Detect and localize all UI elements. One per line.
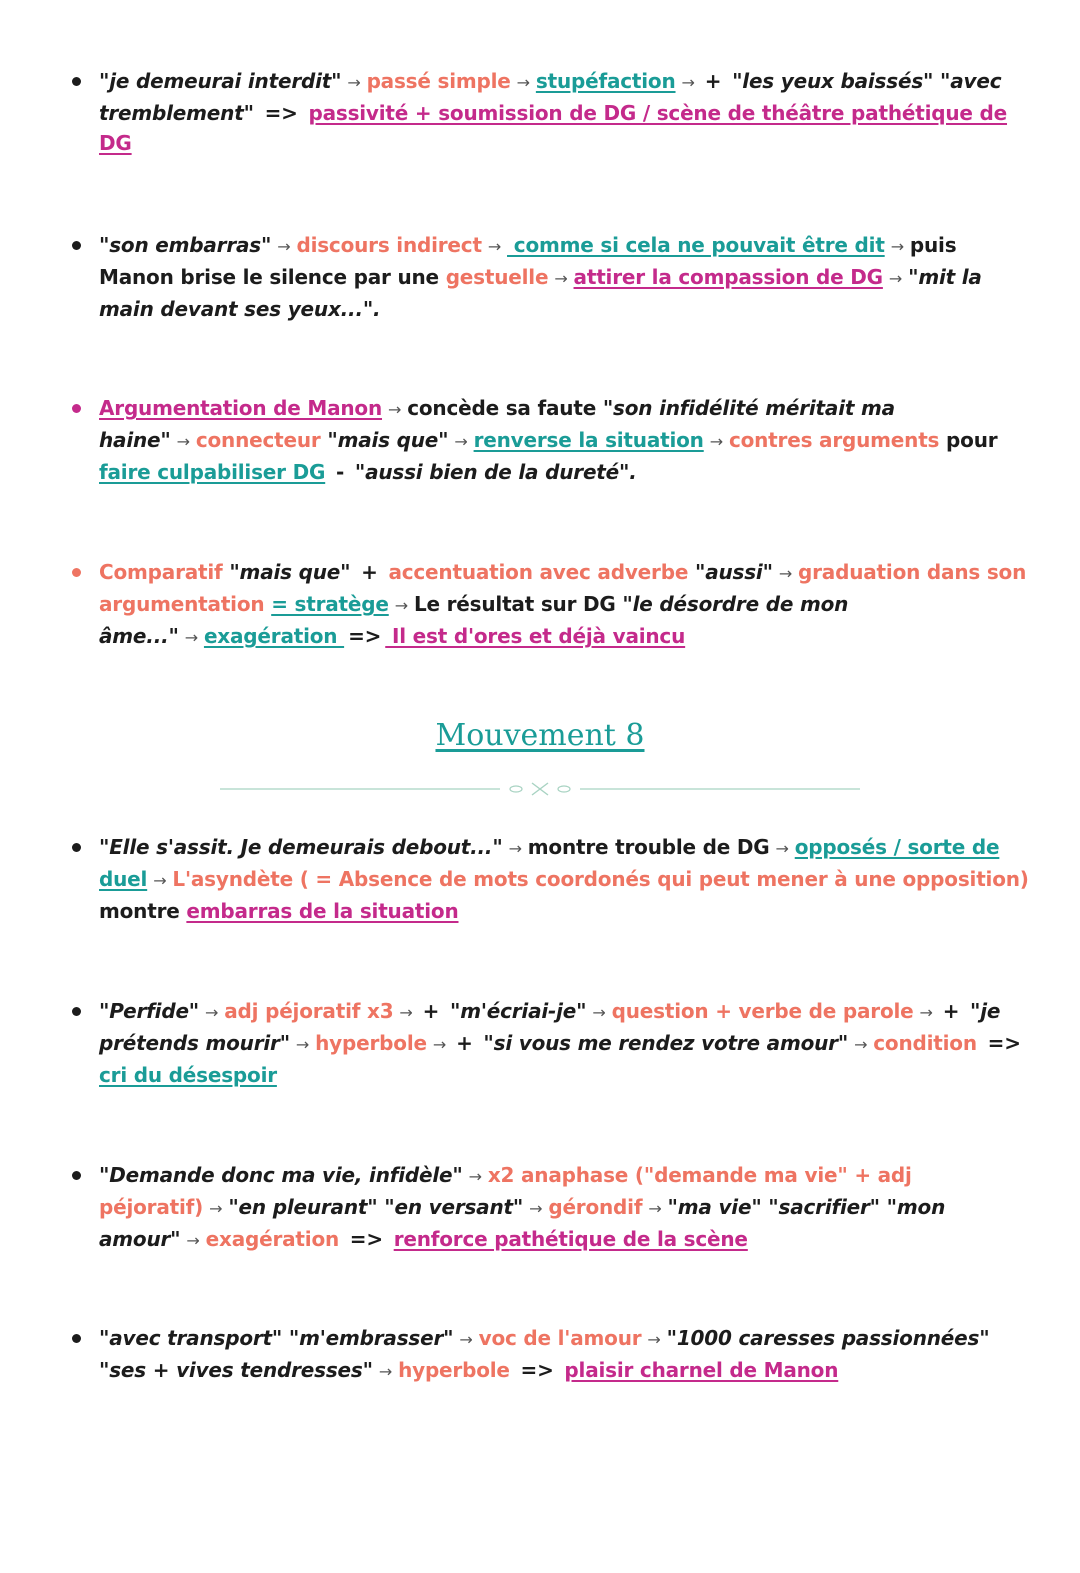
implies-sign: =>	[987, 1031, 1021, 1055]
conclusion: Argumentation de Manon	[99, 396, 383, 420]
arrow-icon: →	[388, 400, 402, 419]
bullet-dot	[72, 404, 81, 413]
note-bullet-4	[72, 557, 1032, 653]
arrow-icon: →	[516, 73, 530, 92]
term: discours indirect	[296, 233, 482, 257]
ornament-divider-icon	[220, 781, 860, 797]
bullet-dot	[72, 77, 81, 86]
arrow-icon: →	[176, 432, 190, 451]
interpretation: comme si cela ne pouvait être dit	[507, 233, 885, 257]
plus-sign: +	[361, 560, 378, 584]
note-text: pour	[946, 428, 998, 452]
quote: "aussi"	[694, 560, 773, 584]
interpretation: opposés / sorte de duel	[99, 835, 1000, 891]
term: x2 anaphase ("demande ma vie" + adj péjoratif)	[99, 1163, 912, 1219]
arrow-icon: →	[454, 432, 468, 451]
quote: "Elle s'assit. Je demeurais debout..."	[99, 835, 503, 859]
quote: "mais que"	[327, 428, 449, 452]
term: hyperbole	[398, 1358, 510, 1382]
term: gestuelle	[445, 265, 549, 289]
arrow-icon: →	[487, 237, 502, 256]
term: contres arguments	[728, 428, 940, 452]
interpretation: cri du désespoir	[99, 1063, 277, 1087]
arrow-icon: →	[681, 73, 695, 92]
bullet-dot	[72, 1171, 81, 1180]
plus-sign: +	[942, 999, 960, 1023]
term: accentuation avec adverbe	[388, 560, 689, 584]
term: exagération	[205, 1227, 340, 1251]
arrow-icon: →	[153, 871, 167, 890]
term: connecteur	[195, 428, 321, 452]
arrow-icon: →	[592, 1003, 606, 1022]
arrow-icon: →	[775, 839, 789, 858]
note-bullet-2	[72, 230, 1032, 324]
arrow-icon: →	[529, 1199, 543, 1218]
note-bullet-6	[72, 996, 1032, 1090]
arrow-icon: →	[468, 1167, 482, 1186]
note-bullet-8	[72, 1323, 1032, 1387]
interpretation: renverse la situation	[473, 428, 704, 452]
arrow-icon: →	[647, 1330, 661, 1349]
arrow-icon: →	[186, 1231, 200, 1250]
arrow-icon: →	[888, 269, 903, 288]
note-text: puis Manon brise le silence par une	[99, 233, 957, 289]
arrow-icon: →	[648, 1199, 662, 1218]
quote: "si vous me rendez votre amour"	[483, 1031, 849, 1055]
quote: "son embarras"	[99, 233, 272, 257]
note-text: montre	[99, 899, 180, 923]
conclusion: embarras de la situation	[186, 899, 459, 923]
quote: "1000 caresses passionnées" "ses + vives tendresses"	[99, 1326, 990, 1382]
arrow-icon: →	[205, 1003, 219, 1022]
quote: "aussi bien de la dureté".	[354, 460, 637, 484]
quote: "mais que"	[229, 560, 351, 584]
quote: "mit la main devant ses yeux...".	[99, 265, 982, 321]
quote: "m'écriai-je"	[449, 999, 587, 1023]
bullet-dot	[72, 568, 81, 577]
note-text: Le résultat sur DG	[413, 592, 616, 616]
bullet-dot	[72, 1334, 81, 1343]
arrow-icon: →	[709, 432, 723, 451]
quote: "ma vie" "sacrifier" "mon amour"	[99, 1195, 946, 1251]
note-bullet-7	[72, 1160, 1032, 1256]
quote: "son infidélité méritait ma haine"	[99, 396, 895, 452]
arrow-icon: →	[295, 1035, 310, 1054]
implies-sign: =>	[348, 624, 382, 648]
quote: "en pleurant" "en versant"	[228, 1195, 524, 1219]
plus-sign: +	[422, 999, 440, 1023]
arrow-icon: →	[890, 237, 904, 256]
term: adj péjoratif x3	[224, 999, 394, 1023]
arrow-icon: →	[432, 1035, 447, 1054]
arrow-icon: →	[277, 237, 291, 256]
arrow-icon: →	[554, 269, 568, 288]
conclusion: renforce pathétique de la scène	[393, 1227, 748, 1251]
section-title: Mouvement 8	[435, 718, 645, 753]
arrow-icon: →	[184, 628, 198, 647]
arrow-icon: →	[394, 596, 408, 615]
term: passé simple	[366, 69, 511, 93]
quote: "le désordre de mon âme..."	[99, 592, 849, 648]
term: condition	[873, 1031, 977, 1055]
term: Comparatif	[99, 560, 223, 584]
interpretation: stupéfaction	[535, 69, 676, 93]
note-text: montre trouble de DG	[527, 835, 770, 859]
conclusion: Il est d'ores et déjà vaincu	[385, 624, 686, 648]
bullet-dot	[72, 843, 81, 852]
term: question + verbe de parole	[611, 999, 914, 1023]
arrow-icon: →	[459, 1330, 473, 1349]
interpretation: = stratège	[271, 592, 389, 616]
quote: "je demeurai interdit"	[99, 69, 342, 93]
bullet-dot	[72, 241, 81, 250]
quote: "Demande donc ma vie, infidèle"	[99, 1163, 463, 1187]
arrow-icon: →	[347, 73, 361, 92]
interpretation: faire culpabiliser DG	[99, 460, 326, 484]
plus-sign: +	[704, 69, 722, 93]
note-bullet-5	[72, 832, 1032, 926]
note-bullet-1	[72, 66, 1032, 158]
interpretation: exagération	[203, 624, 345, 648]
arrow-icon: →	[919, 1003, 933, 1022]
conclusion: passivité + soumission de DG / scène de théâtre pathétique de DG	[99, 101, 1008, 155]
quote: "Perfide"	[99, 999, 200, 1023]
term: graduation dans son argumentation	[99, 560, 1027, 616]
arrow-icon: →	[378, 1362, 393, 1381]
quote: "les yeux baissés" "avec tremblement"	[99, 69, 1002, 125]
arrow-icon: →	[854, 1035, 868, 1054]
implies-sign: =>	[349, 1227, 383, 1251]
note-text: concède sa faute	[407, 396, 597, 420]
arrow-icon: →	[508, 839, 522, 858]
conclusion: plaisir charnel de Manon	[564, 1358, 839, 1382]
bullet-dot	[72, 1007, 81, 1016]
term: hyperbole	[315, 1031, 427, 1055]
term: voc de l'amour	[478, 1326, 642, 1350]
arrow-icon: →	[778, 564, 793, 583]
dash: -	[335, 460, 345, 484]
note-bullet-3	[72, 393, 1032, 487]
term: gérondif	[548, 1195, 643, 1219]
quote: "je prétends mourir"	[99, 999, 1001, 1055]
conclusion: attirer la compassion de DG	[573, 265, 883, 289]
plus-sign: +	[456, 1031, 473, 1055]
quote: "avec transport" "m'embrasser"	[99, 1326, 454, 1350]
term: L'asyndète ( = Absence de mots coordonés qui peut mener à une opposition)	[172, 867, 1029, 891]
implies-sign: =>	[264, 101, 298, 125]
arrow-icon: →	[209, 1199, 223, 1218]
arrow-icon: →	[399, 1003, 413, 1022]
implies-sign: =>	[520, 1358, 554, 1382]
